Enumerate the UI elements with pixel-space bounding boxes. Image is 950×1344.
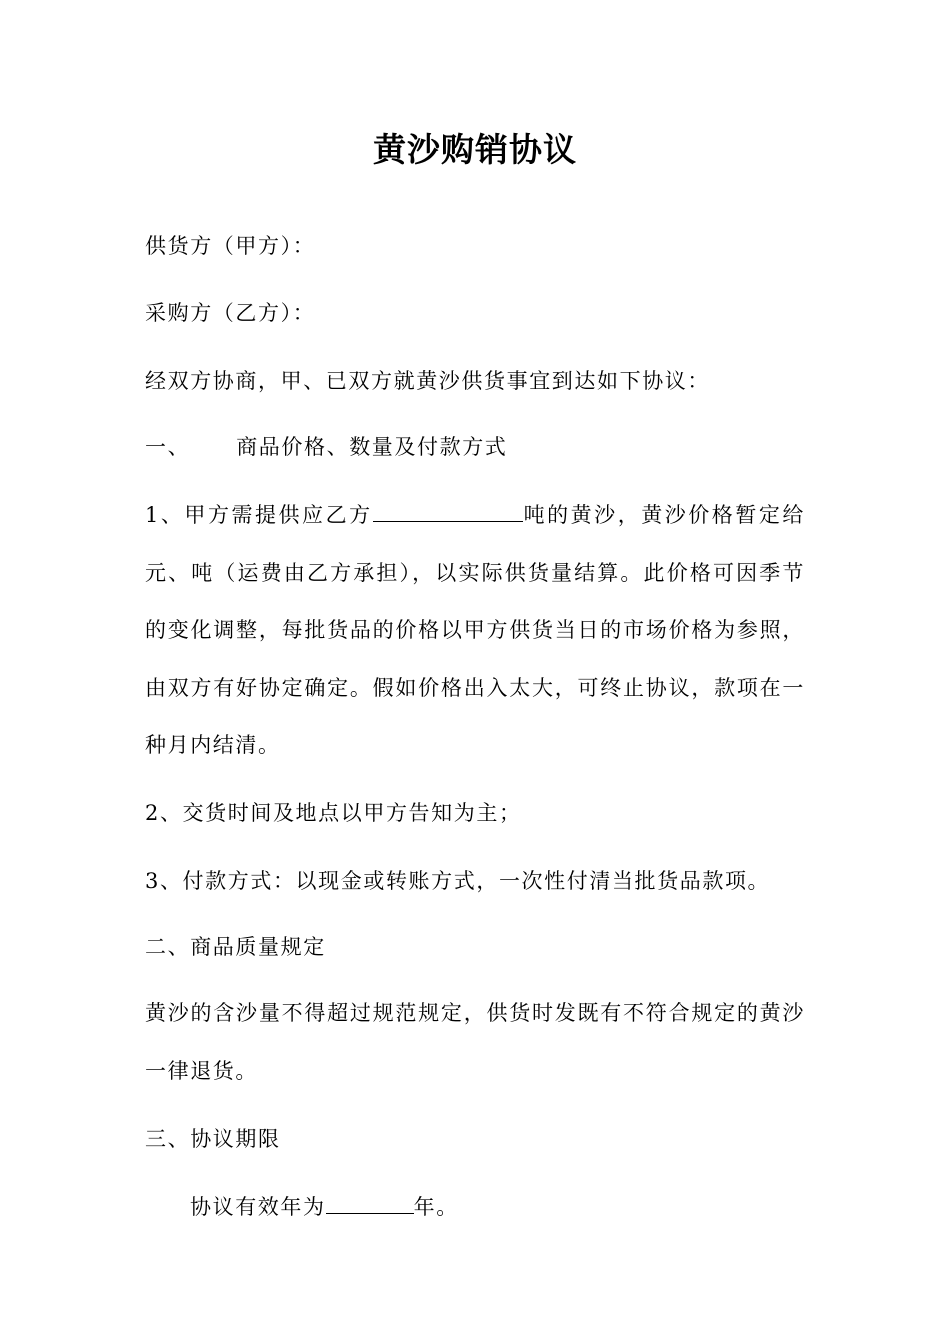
quantity-blank	[373, 499, 523, 522]
section-1-number: 一、	[145, 435, 191, 459]
item-3: 3、付款方式：以现金或转账方式，一次性付清当批货品款项。	[145, 869, 771, 893]
term-text-after: 年。	[413, 1195, 459, 1219]
section-2-heading: 二、商品质量规定	[145, 935, 326, 959]
item-1-text-after: 吨的黄沙，黄沙价格暂定给元、吨（运费由乙方承担），以实际供货量结算。此价格可因季节的变化调整，每批货品的价格以甲方供货当日的市场价格为参照，由双方有好协定确定。假如价格出入太大，可终止协议，款项在一种月内结清。	[145, 503, 805, 757]
supplier-label: 供货方（甲方）：	[145, 234, 316, 258]
years-blank	[326, 1191, 414, 1214]
section-2-body: 黄沙的含沙量不得超过规范规定，供货时发既有不符合规定的黄沙一律退货。	[145, 1001, 805, 1083]
document-title: 黄沙购销协议	[373, 130, 577, 169]
section-1-heading: 商品价格、数量及付款方式	[236, 435, 508, 459]
section-3-heading: 三、协议期限	[145, 1127, 281, 1151]
item-1-paragraph	[145, 487, 805, 775]
item-2: 2、交货时间及地点以甲方告知为主；	[145, 801, 522, 825]
item-1-text-before: 1、甲方需提供应乙方	[145, 503, 373, 527]
term-text-before: 协议有效年为	[190, 1195, 326, 1219]
buyer-label: 采购方（乙方）：	[145, 301, 316, 325]
term-line	[190, 1191, 459, 1222]
intro-paragraph: 经双方协商，甲、已双方就黄沙供货事宜到达如下协议：	[145, 369, 710, 393]
section-1-heading-row	[145, 432, 507, 462]
